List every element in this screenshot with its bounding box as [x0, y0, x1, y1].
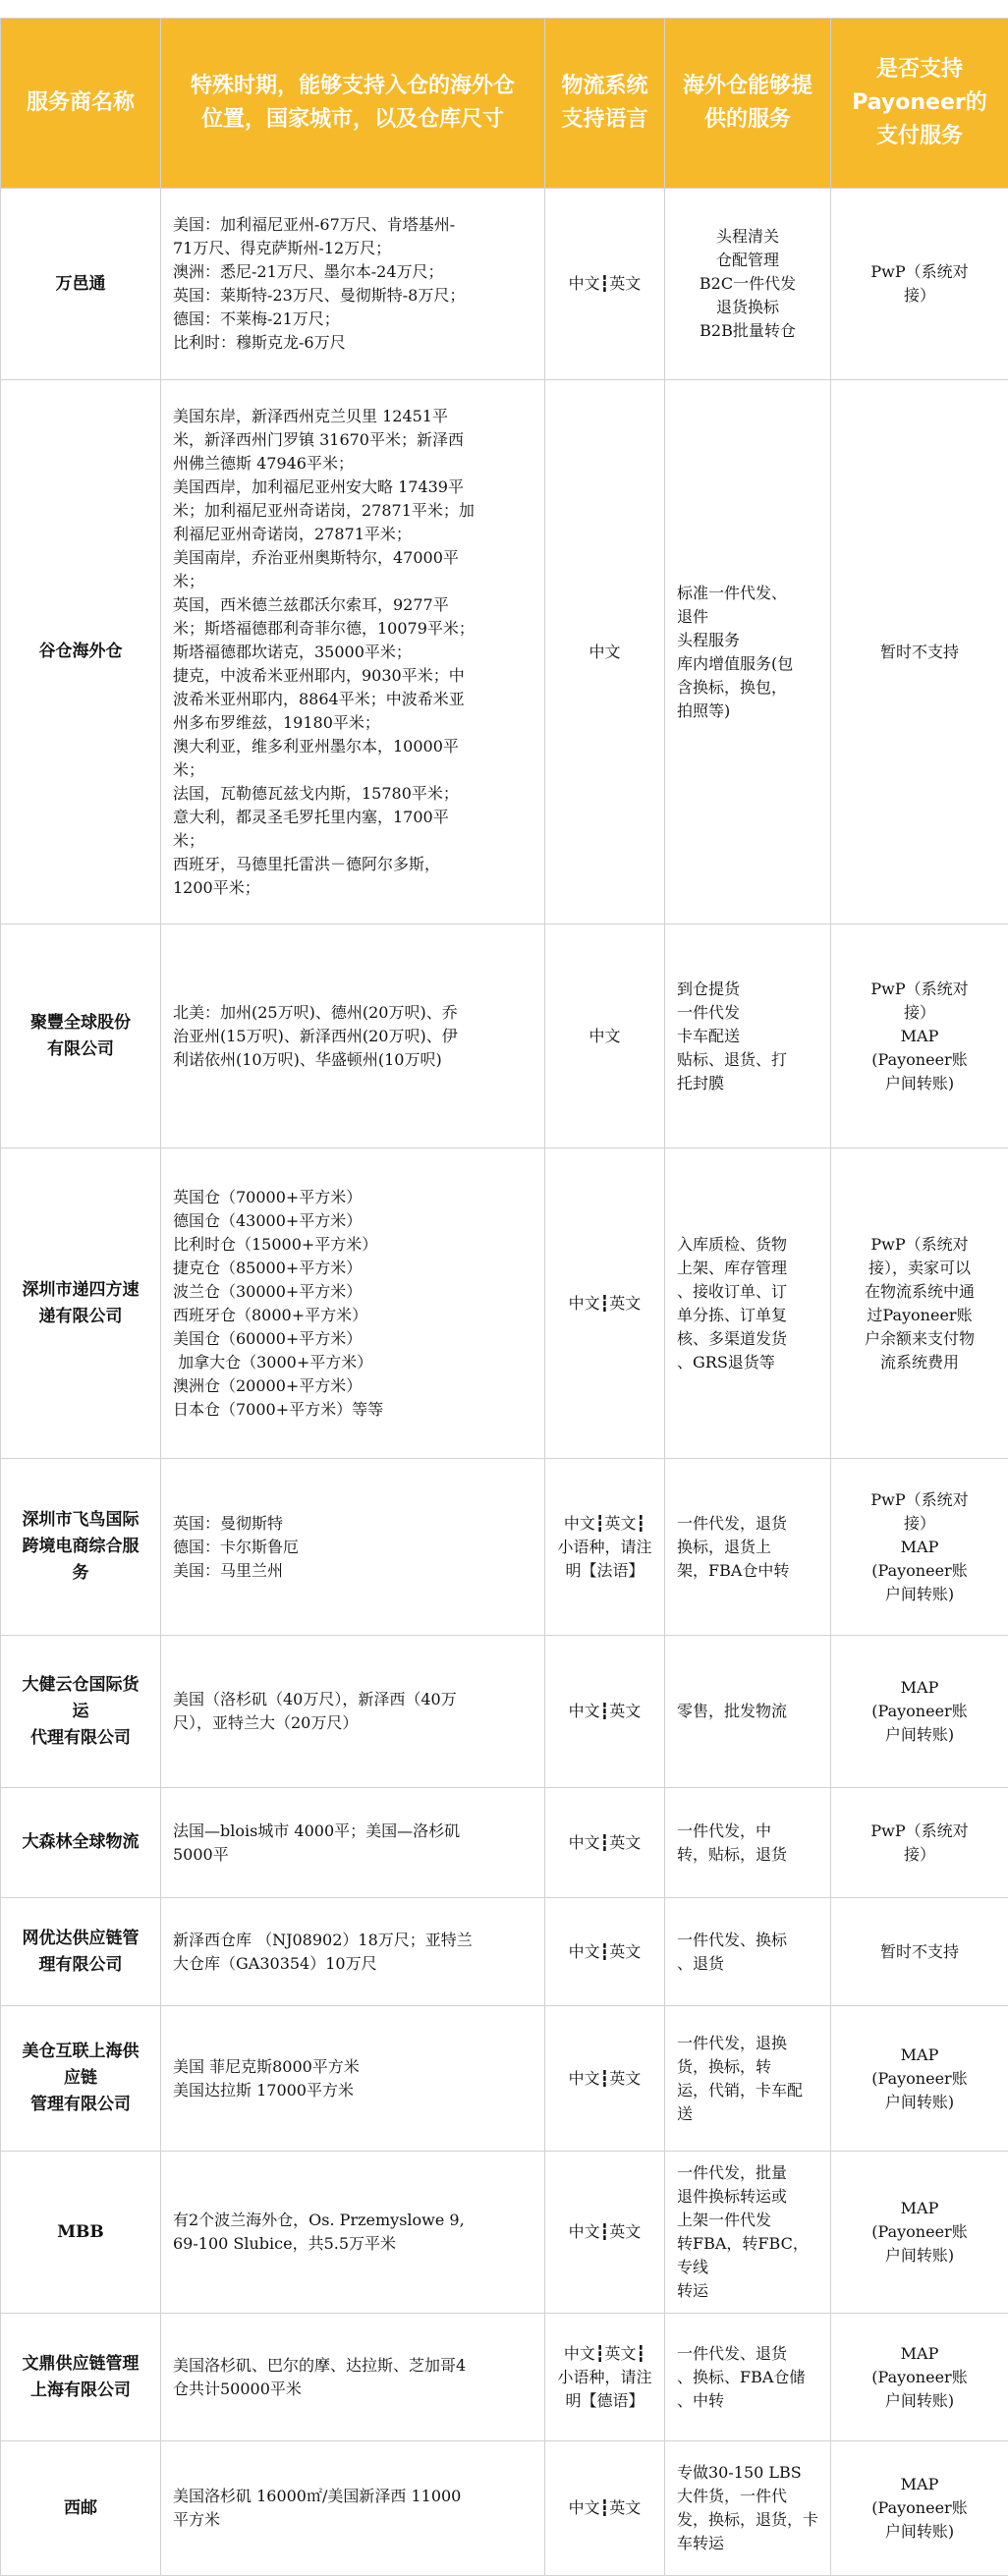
provider-name-cell: MBB: [1, 2152, 161, 2314]
language-cell: 中文┇英文: [545, 2006, 665, 2152]
language-cell: 中文┇英文┇ 小语种，请注 明【德语】: [545, 2314, 665, 2441]
header-payoneer-support: 是否支持 Payoneer的 支付服务: [831, 19, 1008, 189]
payment-cell: MAP (Payoneer账 户间转账): [831, 2006, 1008, 2152]
table-row: [1, 924, 1008, 1148]
language-cell: 中文┇英文: [545, 2152, 665, 2314]
location-cell: 北美：加州(25万呎)、德州(20万呎)、乔 治亚州(15万呎)、新泽西州(20万呎)、伊 利诺依州(10万呎)、华盛顿州(10万呎): [161, 924, 545, 1148]
warehouse-comparison-table: [0, 18, 1008, 2576]
location-cell: 法国—blois城市 4000平；美国—洛杉矶 5000平: [161, 1788, 545, 1898]
services-cell: 专做30-150 LBS 大件货，一件代 发，换标，退货，卡 车转运: [665, 2441, 831, 2576]
provider-name-cell: 大森林全球物流: [1, 1788, 161, 1898]
location-cell: 美国（洛杉矶（40万尺），新泽西（40万 尺），亚特兰大（20万尺）: [161, 1636, 545, 1788]
payment-cell: 暂时不支持: [831, 1898, 1008, 2006]
location-cell: 英国仓（70000+平方米） 德国仓（43000+平方米） 比利时仓（15000+平方米） 捷克仓（85000+平方米） 波兰仓（30000+平方米） 西班牙仓（8000+平方米） 美国仓（60000+平方米） 加拿大仓（3000+平方米） 澳洲仓（20000+平方米） 日本仓（7000+平方米）等等: [161, 1148, 545, 1459]
services-cell: 头程清关 仓配管理 B2C一件代发 退货换标 B2B批量转仓: [665, 189, 831, 380]
table-row: [1, 1898, 1008, 2006]
services-cell: 零售，批发物流: [665, 1636, 831, 1788]
provider-name-cell: 聚豐全球股份 有限公司: [1, 924, 161, 1148]
payment-cell: PwP（系统对 接） MAP (Payoneer账 户间转账): [831, 1459, 1008, 1636]
header-services: 海外仓能够提 供的服务: [665, 19, 831, 189]
table-row: [1, 189, 1008, 380]
provider-name-cell: 谷仓海外仓: [1, 380, 161, 924]
provider-name-cell: 深圳市飞鸟国际 跨境电商综合服 务: [1, 1459, 161, 1636]
services-cell: 到仓提货 一件代发 卡车配送 贴标、退货、打 托封膜: [665, 924, 831, 1148]
location-cell: 美国洛杉矶、巴尔的摩、达拉斯、芝加哥4 仓共计50000平米: [161, 2314, 545, 2441]
services-cell: 一件代发，中 转，贴标，退货: [665, 1788, 831, 1898]
payment-cell: MAP (Payoneer账 户间转账): [831, 2441, 1008, 2576]
payment-cell: MAP (Payoneer账 户间转账): [831, 1636, 1008, 1788]
table-row: [1, 2152, 1008, 2314]
provider-name-cell: 万邑通: [1, 189, 161, 380]
provider-name-cell: 美仓互联上海供 应链 管理有限公司: [1, 2006, 161, 2152]
payment-cell: MAP (Payoneer账 户间转账): [831, 2152, 1008, 2314]
services-cell: 入库质检、货物 上架、库存管理 、接收订单、订 单分拣、订单复 核、多渠道发货 、GRS退货等: [665, 1148, 831, 1459]
services-cell: 一件代发、换标 、退货: [665, 1898, 831, 2006]
payment-cell: MAP (Payoneer账 户间转账): [831, 2314, 1008, 2441]
payment-cell: PwP（系统对 接）: [831, 189, 1008, 380]
services-cell: 一件代发、退货 、换标、FBA仓储 、中转: [665, 2314, 831, 2441]
location-cell: 英国：曼彻斯特 德国：卡尔斯鲁厄 美国：马里兰州: [161, 1459, 545, 1636]
payment-cell: PwP（系统对 接）: [831, 1788, 1008, 1898]
table-row: [1, 380, 1008, 924]
language-cell: 中文┇英文: [545, 1898, 665, 2006]
provider-name-cell: 深圳市递四方速 递有限公司: [1, 1148, 161, 1459]
table-row: [1, 1459, 1008, 1636]
location-cell: 美国 菲尼克斯8000平方米 美国达拉斯 17000平方米: [161, 2006, 545, 2152]
language-cell: 中文┇英文: [545, 189, 665, 380]
table-row: [1, 1636, 1008, 1788]
provider-name-cell: 文鼎供应链管理 上海有限公司: [1, 2314, 161, 2441]
table-row: [1, 2441, 1008, 2576]
location-cell: 美国东岸，新泽西州克兰贝里 12451平 米，新泽西州门罗镇 31670平米；新泽西 州佛兰德斯 47946平米； 美国西岸，加利福尼亚州安大略 17439平 米；加利福尼亚州奇诺岗，27871平米；加 利福尼亚州奇诺岗，27871平米； 美国南岸，乔治亚州奥斯特尔，47000平 米； 英国，西米德兰兹郡沃尔索耳，9277平 米；斯塔福德郡利奇菲尔德，10079平米； 斯塔福德郡坎诺克，35000平米； 捷克，中波希米亚州耶内，9030平米；中 波希米亚州耶内，8864平米；中波希米亚 州多布罗维兹，19180平米； 澳大利亚，维多利亚州墨尔本，10000平 米； 法国，瓦勒德瓦兹戈内斯，15780平米； 意大利，都灵圣毛罗托里内塞，1700平 米； 西班牙，马德里托雷洪－德阿尔多斯， 1200平米；: [161, 380, 545, 924]
provider-name-cell: 网优达供应链管 理有限公司: [1, 1898, 161, 2006]
location-cell: 美国洛杉矶 16000㎡/美国新泽西 11000 平方米: [161, 2441, 545, 2576]
header-warehouse-location: 特殊时期，能够支持入仓的海外仓 位置，国家城市，以及仓库尺寸: [161, 19, 545, 189]
location-cell: 有2个波兰海外仓，Os. Przemyslowe 9, 69-100 Slubice，共5.5万平米: [161, 2152, 545, 2314]
services-cell: 标准一件代发、 退件 头程服务 库内增值服务(包 含换标，换包， 拍照等): [665, 380, 831, 924]
language-cell: 中文┇英文┇ 小语种，请注 明【法语】: [545, 1459, 665, 1636]
language-cell: 中文┇英文: [545, 1788, 665, 1898]
header-system-language: 物流系统 支持语言: [545, 19, 665, 189]
language-cell: 中文┇英文: [545, 1148, 665, 1459]
warehouse-table-container: [0, 18, 1008, 2576]
table-row: [1, 1788, 1008, 1898]
services-cell: 一件代发，退货 换标，退货上 架，FBA仓中转: [665, 1459, 831, 1636]
language-cell: 中文┇英文: [545, 1636, 665, 1788]
payment-cell: PwP（系统对 接） MAP (Payoneer账 户间转账): [831, 924, 1008, 1148]
payment-cell: 暂时不支持: [831, 380, 1008, 924]
services-cell: 一件代发，批量 退件换标转运或 上架一件代发 转FBA，转FBC，专线 转运: [665, 2152, 831, 2314]
table-row: [1, 2314, 1008, 2441]
provider-name-cell: 西邮: [1, 2441, 161, 2576]
provider-name-cell: 大健云仓国际货 运 代理有限公司: [1, 1636, 161, 1788]
services-cell: 一件代发，退换 货，换标，转 运，代销，卡车配 送: [665, 2006, 831, 2152]
location-cell: 美国：加利福尼亚州-67万尺、肯塔基州- 71万尺、得克萨斯州-12万尺； 澳洲：悉尼-21万尺、墨尔本-24万尺； 英国：莱斯特-23万尺、曼彻斯特-8万尺； 德国：不莱梅-21万尺； 比利时：穆斯克龙-6万尺: [161, 189, 545, 380]
language-cell: 中文┇英文: [545, 2441, 665, 2576]
table-header-row: [1, 19, 1008, 189]
language-cell: 中文: [545, 924, 665, 1148]
header-provider-name: 服务商名称: [1, 19, 161, 189]
language-cell: 中文: [545, 380, 665, 924]
table-row: [1, 1148, 1008, 1459]
location-cell: 新泽西仓库 （NJ08902）18万尺；亚特兰 大仓库（GA30354）10万尺: [161, 1898, 545, 2006]
table-row: [1, 2006, 1008, 2152]
payment-cell: PwP（系统对 接），卖家可以 在物流系统中通 过Payoneer账 户余额来支付物 流系统费用: [831, 1148, 1008, 1459]
